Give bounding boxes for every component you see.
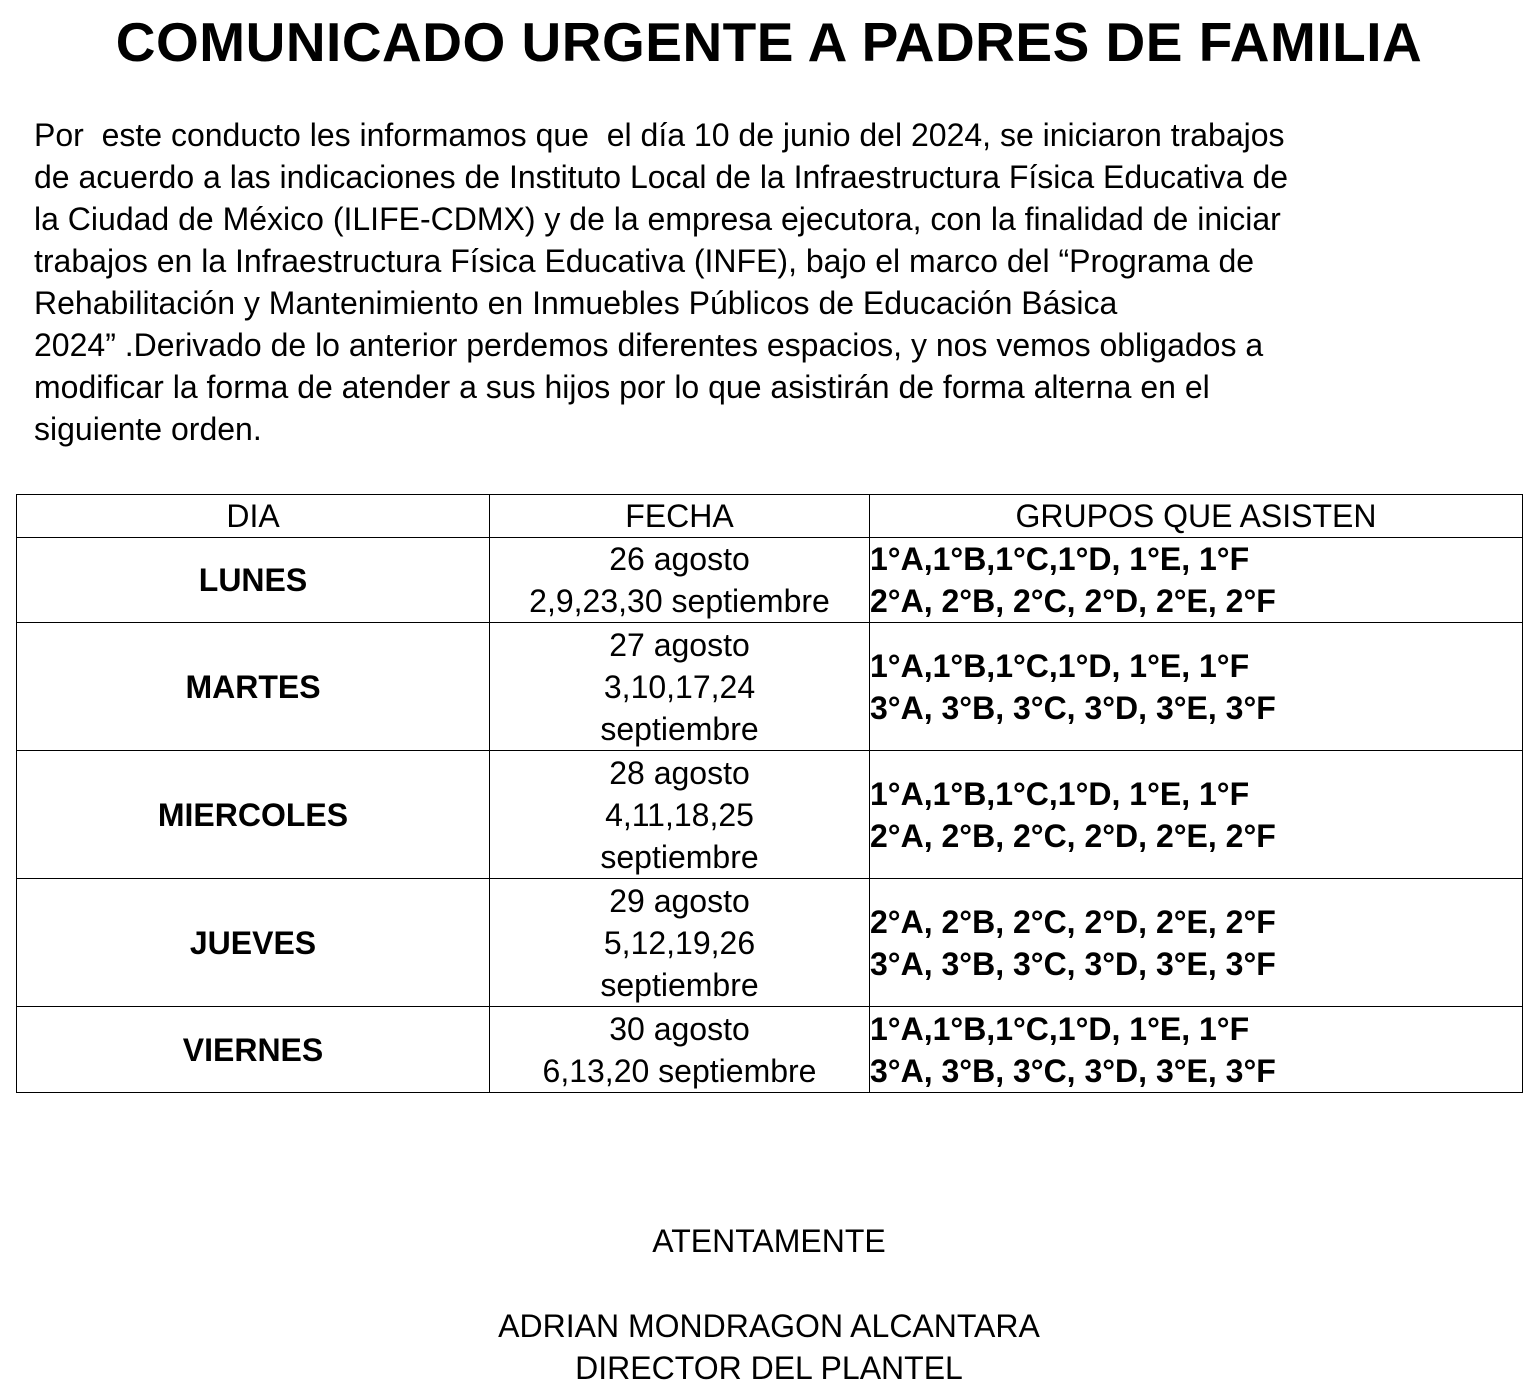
table-header-row: [17, 495, 1523, 538]
date-line: septiembre: [600, 966, 759, 1003]
intro-line: siguiente orden.: [34, 411, 262, 447]
groups-line: 3°A, 3°B, 3°C, 3°D, 3°E, 3°F: [870, 1052, 1276, 1089]
groups-line: 3°A, 3°B, 3°C, 3°D, 3°E, 3°F: [870, 689, 1276, 726]
groups-cell: [870, 538, 1523, 623]
groups-line: 1°A,1°B,1°C,1°D, 1°E, 1°F: [870, 647, 1250, 684]
date-line: 4,11,18,25: [605, 796, 754, 833]
intro-line: 2024” .Derivado de lo anterior perdemos diferentes espacios, y nos vemos obligados a: [34, 327, 1264, 363]
groups-cell: [870, 879, 1523, 1007]
groups-cell: [870, 623, 1523, 751]
date-line: septiembre: [600, 710, 759, 747]
table-row: [17, 538, 1523, 623]
day-cell: LUNES: [17, 538, 490, 623]
date-cell: [490, 623, 870, 751]
date-line: septiembre: [600, 838, 759, 875]
date-line: 3,10,17,24: [603, 668, 756, 705]
closing-text: ATENTAMENTE: [652, 1223, 886, 1259]
date-line: 29 agosto: [609, 882, 750, 919]
groups-line: 2°A, 2°B, 2°C, 2°D, 2°E, 2°F: [870, 817, 1276, 854]
header-fecha: FECHA: [490, 495, 870, 538]
table-row: [17, 879, 1523, 1007]
intro-line: Por este conducto les informamos que el día 10 de junio del 2024, se iniciaron trabajos: [34, 117, 1285, 153]
date-cell: [490, 538, 870, 623]
groups-line: 1°A,1°B,1°C,1°D, 1°E, 1°F: [870, 775, 1250, 812]
groups-line: 3°A, 3°B, 3°C, 3°D, 3°E, 3°F: [870, 945, 1276, 982]
intro-line: Rehabilitación y Mantenimiento en Inmuebles Públicos de Educación Básica: [34, 285, 1118, 321]
groups-line: 2°A, 2°B, 2°C, 2°D, 2°E, 2°F: [870, 903, 1276, 940]
table-row: [17, 623, 1523, 751]
date-line: 30 agosto: [609, 1010, 750, 1047]
date-line: 6,13,20 septiembre: [542, 1052, 817, 1089]
date-line: 28 agosto: [609, 754, 750, 791]
date-line: 26 agosto: [609, 541, 750, 577]
date-cell: [490, 1007, 870, 1093]
header-grupos: GRUPOS QUE ASISTEN: [870, 495, 1523, 538]
groups-line: 1°A,1°B,1°C,1°D, 1°E, 1°F: [870, 541, 1250, 577]
intro-line: modificar la forma de atender a sus hijos por lo que asistirán de forma alterna en el: [34, 369, 1210, 405]
day-cell: JUEVES: [17, 879, 490, 1007]
date-line: 27 agosto: [609, 626, 750, 663]
table-row: [17, 751, 1523, 879]
intro-line: la Ciudad de México (ILIFE-CDMX) y de la empresa ejecutora, con la finalidad de iniciar: [34, 201, 1281, 237]
intro-paragraph: [34, 114, 1514, 450]
schedule-table: [16, 494, 1523, 1093]
date-line: 2,9,23,30 septiembre: [529, 583, 830, 619]
day-cell: VIERNES: [17, 1007, 490, 1093]
date-line: 5,12,19,26: [603, 924, 756, 961]
header-dia: DIA: [17, 495, 490, 538]
groups-cell: [870, 1007, 1523, 1093]
signer-role: DIRECTOR DEL PLANTEL: [575, 1350, 963, 1386]
intro-line: de acuerdo a las indicaciones de Instituto Local de la Infraestructura Física Educativa de: [34, 159, 1289, 195]
date-cell: [490, 879, 870, 1007]
page-title: COMUNICADO URGENTE A PADRES DE FAMILIA: [115, 11, 1423, 73]
table-row: [17, 1007, 1523, 1093]
day-cell: MIERCOLES: [17, 751, 490, 879]
intro-line: trabajos en la Infraestructura Física Educativa (INFE), bajo el marco del “Programa de: [34, 243, 1255, 279]
day-cell: MARTES: [17, 623, 490, 751]
date-cell: [490, 751, 870, 879]
groups-line: 1°A,1°B,1°C,1°D, 1°E, 1°F: [870, 1010, 1250, 1047]
groups-cell: [870, 751, 1523, 879]
groups-line: 2°A, 2°B, 2°C, 2°D, 2°E, 2°F: [870, 583, 1276, 619]
signer-name: ADRIAN MONDRAGON ALCANTARA: [498, 1308, 1040, 1344]
